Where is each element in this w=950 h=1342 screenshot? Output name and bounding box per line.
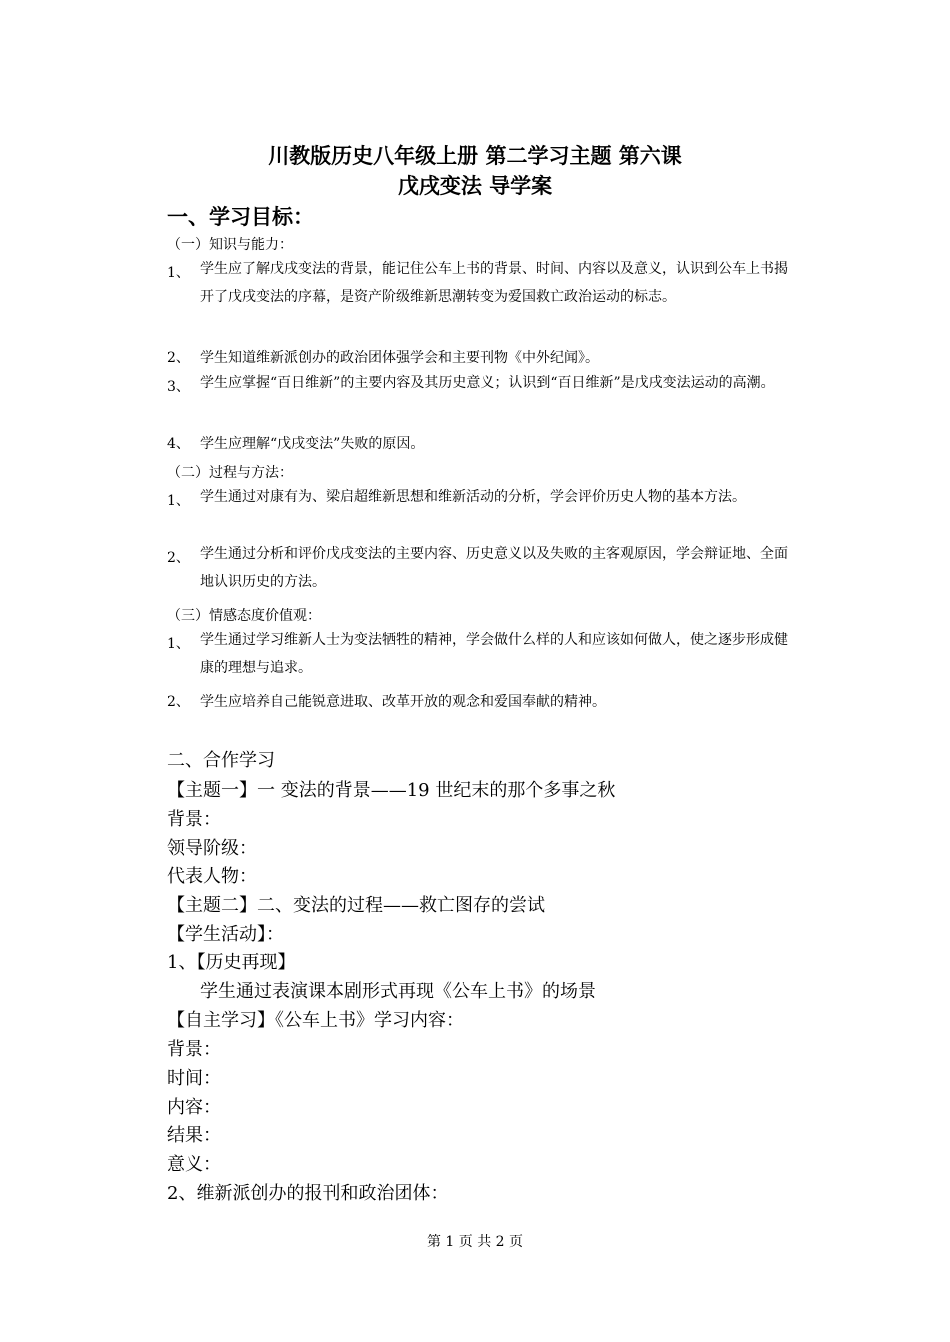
representative-label: 代表人物： — [167, 866, 257, 887]
theme2: 【主题二】二、变法的过程——救亡图存的尝试 — [167, 895, 545, 916]
list-item: 学生通过对康有为、梁启超维新思想和维新活动的分析，学会评价历史人物的基本方法。 — [200, 489, 746, 505]
field-meaning: 意义： — [167, 1154, 221, 1175]
leader-label: 领导阶级： — [167, 838, 257, 859]
list-item-number: 2、 — [167, 694, 190, 710]
history-label: 1、【历史再现】 — [167, 952, 296, 973]
list-item: 学生通过学习维新人士为变法牺牲的精神，学会做什么样的人和应该如何做人，使之逐步形成健康的理想与追求。 — [200, 632, 788, 676]
section1-heading: 一、学习目标： — [167, 204, 314, 229]
activity-label: 【学生活动】： — [167, 924, 284, 945]
history-text: 学生通过表演课本剧形式再现《公车上书》的场景 — [200, 981, 596, 1002]
doc-title: 川教版历史八年级上册 第二学习主题 第六课 — [268, 143, 682, 168]
part2-label: （二）过程与方法： — [167, 465, 293, 481]
list-item-number: 3、 — [167, 379, 190, 395]
field-result: 结果： — [167, 1125, 221, 1146]
field-content: 内容： — [167, 1097, 221, 1118]
background-label: 背景： — [167, 809, 221, 830]
list-item: 学生应培养自己能锐意进取、改革开放的观念和爱国奉献的精神。 — [200, 694, 606, 710]
list-item-number: 1、 — [167, 265, 190, 281]
list-item: 学生应理解“戊戌变法”失败的原因。 — [200, 436, 425, 452]
part1-label: （一）知识与能力： — [167, 237, 293, 253]
doc-subtitle: 戊戌变法 导学案 — [397, 173, 553, 198]
list-item-number: 2、 — [167, 350, 190, 366]
self-study-label: 【自主学习】《公车上书》学习内容： — [167, 1010, 464, 1031]
list-item-number: 1、 — [167, 636, 190, 652]
theme1: 【主题一】一 变法的背景——19 世纪末的那个多事之秋 — [167, 780, 616, 801]
list-item-number: 4、 — [167, 436, 190, 452]
field-time: 时间： — [167, 1068, 221, 1089]
list-item: 学生通过分析和评价戊戌变法的主要内容、历史意义以及失败的主客观原因，学会辩证地、全面地认识历史的方法。 — [200, 546, 788, 590]
list-item: 学生知道维新派创办的政治团体强学会和主要刊物《中外纪闻》。 — [200, 350, 599, 366]
page-footer: 第 1 页 共 2 页 — [426, 1234, 524, 1250]
list-item-number: 1、 — [167, 493, 190, 509]
item2-label: 2、维新派创办的报刊和政治团体： — [167, 1183, 449, 1204]
field-background: 背景： — [167, 1039, 221, 1060]
section2-heading: 二、合作学习 — [167, 750, 275, 771]
list-item: 学生应掌握“百日维新”的主要内容及其历史意义；认识到“百日维新”是戊戌变法运动的高潮。 — [200, 375, 775, 391]
part3-label: （三）情感态度价值观： — [167, 608, 321, 624]
list-item-number: 2、 — [167, 550, 190, 566]
list-item: 学生应了解戊戌变法的背景，能记住公车上书的背景、时间、内容以及意义，认识到公车上书揭开了戊戌变法的序幕，是资产阶级维新思潮转变为爱国救亡政治运动的标志。 — [200, 261, 788, 305]
